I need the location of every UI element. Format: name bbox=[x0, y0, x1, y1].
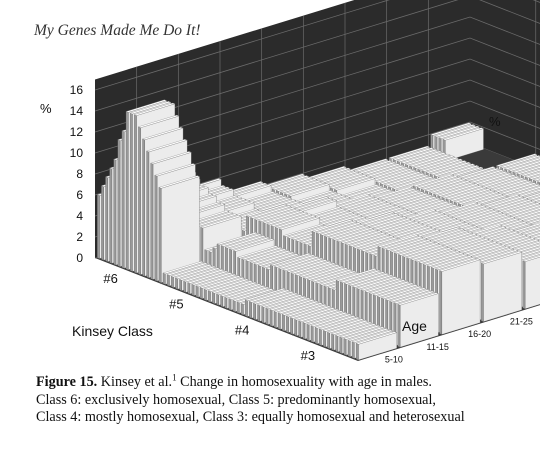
figure-caption bbox=[36, 374, 516, 427]
bar-3-2-15 bbox=[440, 259, 481, 335]
caption-author: Kinsey et al. bbox=[100, 374, 173, 390]
age-tick: 5-10 bbox=[384, 354, 403, 365]
y-axis-title: Age bbox=[402, 318, 427, 334]
running-head: My Genes Made Me Do It! bbox=[34, 22, 201, 39]
z-axis-unit-right: % bbox=[489, 114, 501, 129]
z-tick-left: 0 bbox=[76, 251, 83, 265]
z-tick-left: 4 bbox=[76, 209, 83, 223]
bar-3-3-15 bbox=[481, 251, 522, 321]
class-tick: #5 bbox=[169, 296, 184, 312]
caption-line1: Change in homosexuality with age in males. bbox=[176, 374, 432, 390]
age-tick: 21-25 bbox=[509, 316, 533, 327]
class-tick: #3 bbox=[300, 348, 316, 364]
x-axis-title: Kinsey Class bbox=[72, 323, 153, 339]
z-axis-unit-left: % bbox=[40, 101, 52, 116]
caption-line2: Class 6: exclusively homosexual, Class 5: predominantly homosexual, bbox=[36, 391, 436, 408]
class-tick: #6 bbox=[103, 270, 118, 286]
figure-label: Figure 15. bbox=[36, 374, 98, 390]
z-tick-left: 14 bbox=[69, 104, 83, 118]
z-tick-left: 16 bbox=[69, 83, 83, 97]
caption-reference: 1 bbox=[172, 372, 177, 383]
class-tick: #4 bbox=[234, 322, 250, 338]
z-tick-left: 12 bbox=[69, 125, 83, 139]
caption-line3: Class 4: mostly homosexual, Class 3: equally homosexual and heterosexual bbox=[36, 409, 465, 425]
z-tick-left: 2 bbox=[76, 230, 83, 244]
z-tick-left: 8 bbox=[76, 167, 83, 181]
age-tick: 11-15 bbox=[426, 341, 449, 352]
age-tick: 16-20 bbox=[468, 329, 492, 340]
z-tick-left: 6 bbox=[76, 188, 83, 202]
z-tick-left: 10 bbox=[69, 146, 83, 160]
